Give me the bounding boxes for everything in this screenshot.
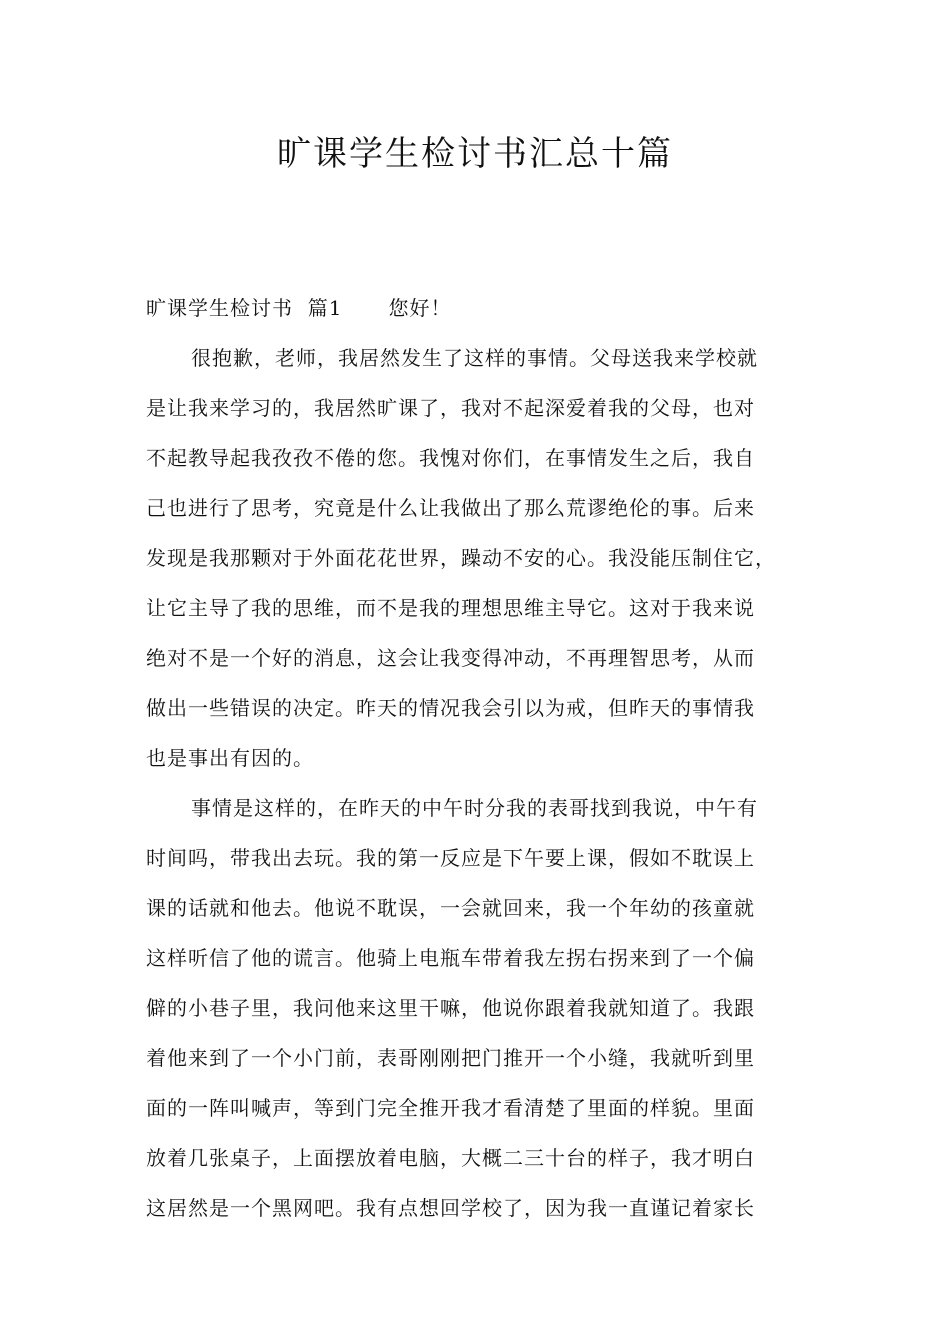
paragraph-line: 僻的小巷子里，我问他来这里干嘛，他说你跟着我就知道了。我跟 xyxy=(146,996,755,1020)
paragraph-line: 这样听信了他的谎言。他骑上电瓶车带着我左拐右拐来到了一个偏 xyxy=(146,946,755,970)
paragraph-line: 不起教导起我孜孜不倦的您。我愧对你们，在事情发生之后，我自 xyxy=(146,446,755,470)
paragraph-line: 让它主导了我的思维，而不是我的理想思维主导它。这对于我来说 xyxy=(146,596,755,620)
document-title: 旷课学生检讨书汇总十篇 xyxy=(277,134,673,174)
paragraph-line: 课的话就和他去。他说不耽误，一会就回来，我一个年幼的孩童就 xyxy=(146,896,755,920)
paragraph-line: 这居然是一个黑网吧。我有点想回学校了，因为我一直谨记着家长 xyxy=(146,1196,755,1220)
paragraph-line: 着他来到了一个小门前，表哥刚刚把门推开一个小缝，我就听到里 xyxy=(146,1046,755,1070)
letter-heading xyxy=(146,283,808,333)
paragraph-line: 发现是我那颗对于外面花花世界，躁动不安的心。我没能压制住它， xyxy=(146,546,776,570)
paragraph-line: 很抱歉，老师，我居然发生了这样的事情。父母送我来学校就 xyxy=(191,346,758,370)
paragraph-line: 面的一阵叫喊声，等到门完全推开我才看清楚了里面的样貌。里面 xyxy=(146,1096,755,1120)
paragraph-line: 也是事出有因的。 xyxy=(146,746,314,770)
paragraph-2 xyxy=(146,783,808,1233)
document-body xyxy=(146,283,808,1233)
paragraph-line: 放着几张桌子，上面摆放着电脑，大概二三十台的样子，我才明白 xyxy=(146,1146,755,1170)
paragraph-line: 时间吗，带我出去玩。我的第一反应是下午要上课，假如不耽误上 xyxy=(146,846,755,870)
paragraph-line: 事情是这样的，在昨天的中午时分我的表哥找到我说，中午有 xyxy=(191,796,758,820)
salutation: 您好！ xyxy=(388,296,452,320)
heading-label: 旷课学生检讨书 篇1 xyxy=(146,296,343,320)
paragraph-line: 是让我来学习的，我居然旷课了，我对不起深爱着我的父母，也对 xyxy=(146,396,755,420)
paragraph-1 xyxy=(146,333,808,783)
paragraph-line: 己也进行了思考，究竟是什么让我做出了那么荒谬绝伦的事。后来 xyxy=(146,496,755,520)
paragraph-line: 绝对不是一个好的消息，这会让我变得冲动，不再理智思考，从而 xyxy=(146,646,755,670)
paragraph-line: 做出一些错误的决定。昨天的情况我会引以为戒，但昨天的事情我 xyxy=(146,696,755,720)
